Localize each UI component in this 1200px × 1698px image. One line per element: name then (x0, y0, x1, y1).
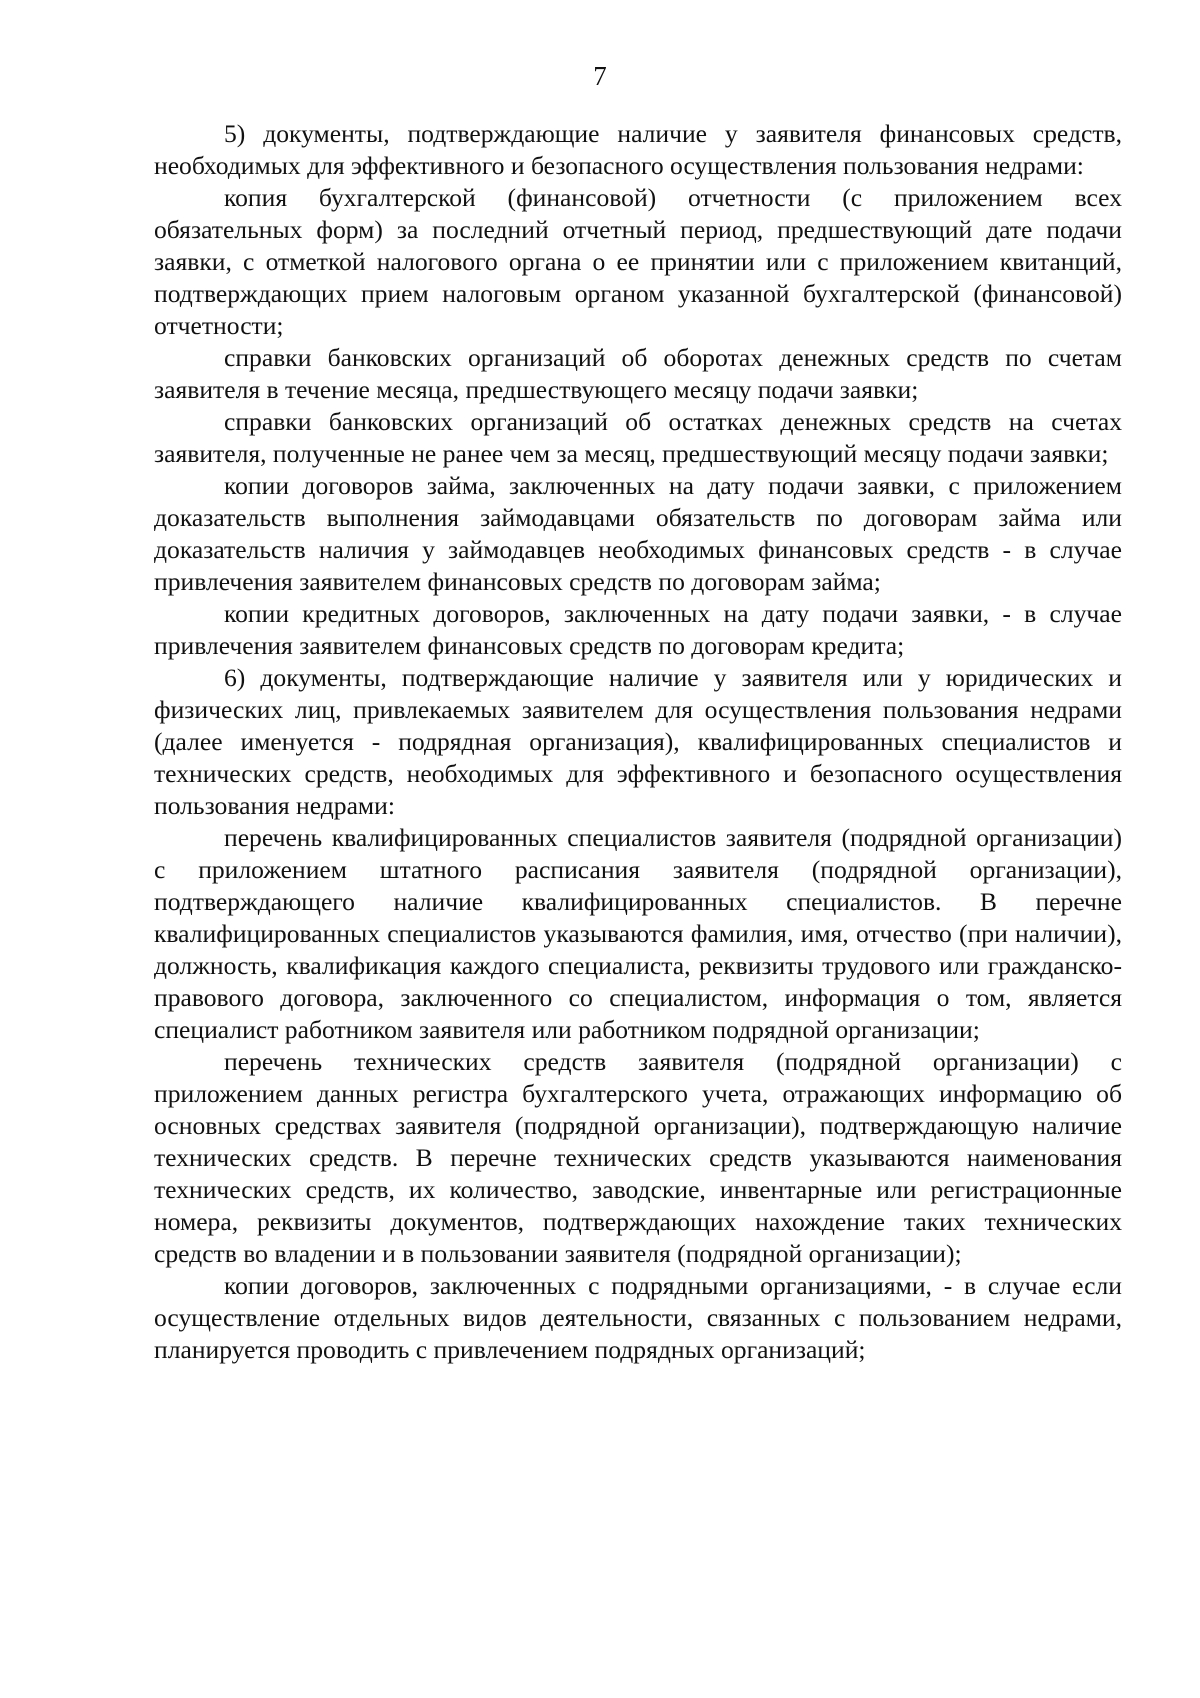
paragraph-specialists-list: перечень квалифицированных специалистов заявителя (подрядной организации) с приложением штатного расписания заявителя (подрядной организации), подтверждающего наличие квалифицированных специалистов. В перечне квалифицированных специалистов указываются фамилия, имя, отчество (при наличии), должность, квалификация каждого специалиста, реквизиты трудового или гражданско-правового договора, заключенного со специалистом, информация о том, является специалист работником заявителя или работником подрядной организации; (154, 823, 1122, 1044)
document-body (154, 118, 1122, 1366)
paragraph-bank-turnover-statements: справки банковских организаций об оборотах денежных средств по счетам заявителя в течение месяца, предшествующего месяцу подачи заявки; (154, 343, 1122, 404)
paragraph-financial-documents: 5) документы, подтверждающие наличие у заявителя финансовых средств, необходимых для эффективного и безопасного осуществления пользования недрами: (154, 119, 1122, 180)
paragraph-loan-agreements: копии договоров займа, заключенных на дату подачи заявки, с приложением доказательств выполнения займодавцами обязательств по договорам займа или доказательств наличия у займодавцев необходимых финансовых средств - в случае привлечения заявителем финансовых средств по договорам займа; (154, 471, 1122, 596)
paragraph-bank-balance-statements: справки банковских организаций об остатках денежных средств на счетах заявителя, полученные не ранее чем за месяц, предшествующий месяцу подачи заявки; (154, 407, 1122, 468)
paragraph-accounting-report-copy: копия бухгалтерской (финансовой) отчетности (с приложением всех обязательных форм) за последний отчетный период, предшествующий дате подачи заявки, с отметкой налогового органа о ее принятии или с приложением квитанций, подтверждающих прием налоговым органом указанной бухгалтерской (финансовой) отчетности; (154, 183, 1122, 340)
paragraph-specialists-and-equipment: 6) документы, подтверждающие наличие у заявителя или у юридических и физических лиц, привлекаемых заявителем для осуществления пользования недрами (далее именуется - подрядная организация), квалифицированных специалистов и технических средств, необходимых для эффективного и безопасного осуществления пользования недрами: (154, 663, 1122, 820)
paragraph-credit-agreements: копии кредитных договоров, заключенных на дату подачи заявки, - в случае привлечения заявителем финансовых средств по договорам кредита; (154, 599, 1122, 660)
paragraph-contractor-agreements: копии договоров, заключенных с подрядными организациями, - в случае если осуществление отдельных видов деятельности, связанных с пользованием недрами, планируется проводить с привлечением подрядных организаций; (154, 1271, 1122, 1364)
page-number: 7 (593, 61, 607, 91)
paragraph-technical-means-list: перечень технических средств заявителя (подрядной организации) с приложением данных регистра бухгалтерского учета, отражающих информацию об основных средствах заявителя (подрядной организации), подтверждающую наличие технических средств. В перечне технических средств указываются наименования технических средств, их количество, заводские, инвентарные или регистрационные номера, реквизиты документов, подтверждающих нахождение таких технических средств во владении и в пользовании заявителя (подрядной организации); (154, 1047, 1122, 1268)
